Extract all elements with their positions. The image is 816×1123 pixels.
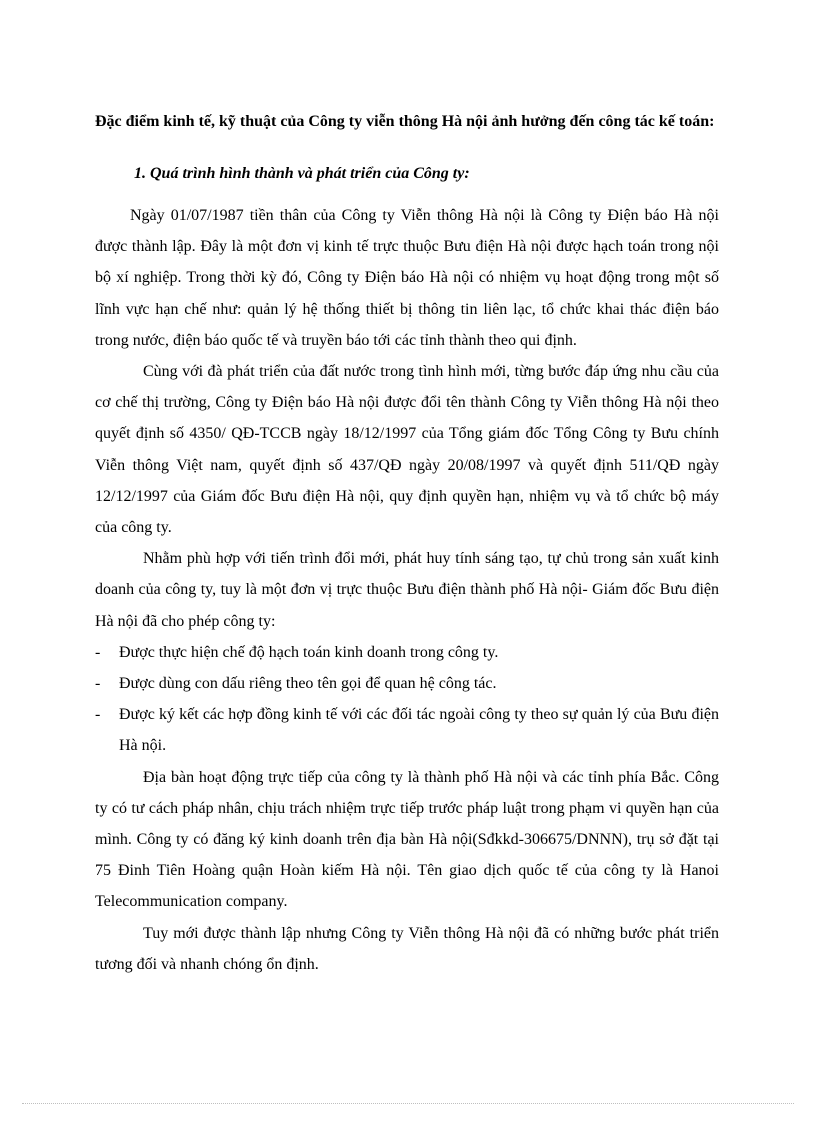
list-item <box>95 668 719 699</box>
list-item-text: Được dùng con dấu riêng theo tên gọi để quan hệ công tác. <box>119 675 497 693</box>
section-title: 1. Quá trình hình thành và phát triển của Công ty: <box>134 165 470 182</box>
paragraph-authorization: Nhằm phù hợp với tiến trình đổi mới, phát huy tính sáng tạo, tự chủ trong sản xuất kinh doanh của công ty, tuy là một đơn vị trực thuộc Bưu điện thành phố Hà nội- Giám đốc Bưu điện Hà nội đã cho phép công ty: <box>95 550 719 630</box>
paragraph-renaming: Cùng với đà phát triển của đất nước trong tình hình mới, từng bước đáp ứng nhu cầu của cơ chế thị trường, Công ty Điện báo Hà nội được đổi tên thành Công ty Viễn thông Hà nội theo quyết định số 4350/ QĐ-TCCB ngày 18/12/1997 của Tổng giám đốc Tổng Công ty Bưu chính Viễn thông Việt nam, quyết định số 437/QĐ ngày 20/08/1997 và quyết định 511/QĐ ngày 12/12/1997 của Giám đốc Bưu điện Hà nội, quy định quyền hạn, nhiệm vụ và tổ chức bộ máy của công ty. <box>95 363 719 537</box>
paragraph-history: Ngày 01/07/1987 tiền thân của Công ty Viễn thông Hà nội là Công ty Điện báo Hà nội được thành lập. Đây là một đơn vị kinh tế trực thuộc Bưu điện Hà nội được hạch toán trong nội bộ xí nghiệp. Trong thời kỳ đó, Công ty Điện báo Hà nội có nhiệm vụ hoạt động trong một số lĩnh vực hạn chế như: quản lý hệ thống thiết bị thông tin liên lạc, tổ chức khai thác điện báo trong nước, điện báo quốc tế và truyền báo tới các tỉnh thành theo qui định. <box>95 207 719 349</box>
document-body <box>95 200 719 980</box>
permission-list <box>95 637 719 762</box>
dash-bullet: - <box>95 643 101 661</box>
list-item-text: Được ký kết các hợp đồng kinh tế với các đối tác ngoài công ty theo sự quản lý của Bưu điện Hà nội. <box>119 706 719 755</box>
list-item-text: Được thực hiện chế độ hạch toán kinh doanh trong công ty. <box>119 643 499 661</box>
dash-bullet: - <box>95 706 101 724</box>
page-heading: Đặc điểm kinh tế, kỹ thuật của Công ty viễn thông Hà nội ảnh hưởng đến công tác kế toán: <box>95 113 715 130</box>
page-bottom-divider <box>22 1103 794 1104</box>
paragraph-development: Tuy mới được thành lập nhưng Công ty Viễn thông Hà nội đã có những bước phát triển tương đối và nhanh chóng ổn định. <box>95 924 719 973</box>
paragraph-operating-area: Địa bàn hoạt động trực tiếp của công ty là thành phố Hà nội và các tỉnh phía Bắc. Công ty có tư cách pháp nhân, chịu trách nhiệm trực tiếp trước pháp luật trong phạm vi quyền hạn của mình. Công ty có đăng ký kinh doanh trên địa bàn Hà nội(Sđkkd-306675/DNNN), trụ sở đặt tại 75 Đinh Tiên Hoàng quận Hoàn kiếm Hà nội. Tên giao dịch quốc tế của công ty là Hanoi Telecommunication company. <box>95 768 719 911</box>
list-item <box>95 637 719 668</box>
dash-bullet: - <box>95 675 101 693</box>
list-item <box>95 699 719 761</box>
